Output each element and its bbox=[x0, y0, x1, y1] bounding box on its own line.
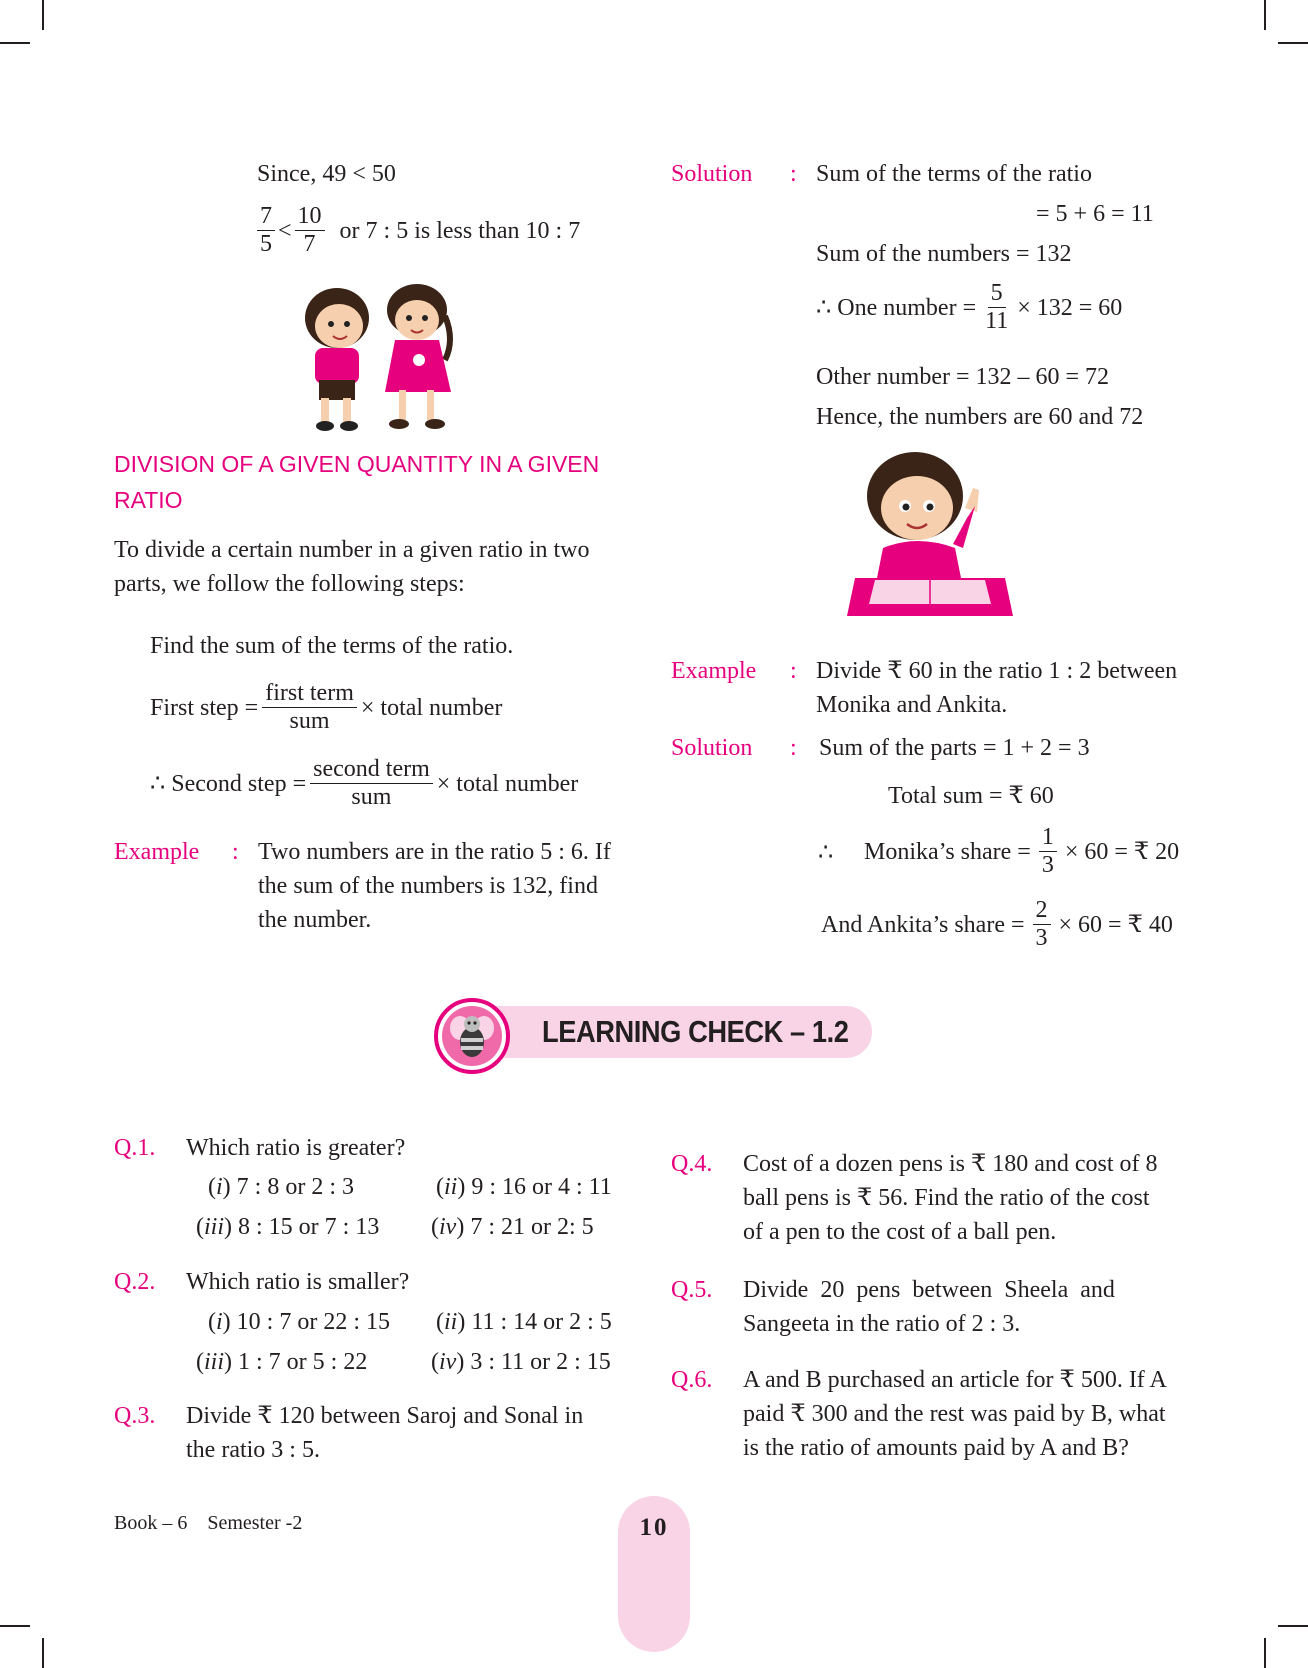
example-label: Example bbox=[114, 839, 200, 865]
since-line: Since, 49 < 50 bbox=[257, 161, 396, 187]
section-heading: DIVISION OF A GIVEN QUANTITY IN A GIVEN RATIO bbox=[114, 451, 600, 513]
option: (iv) 7 : 21 or 2: 5 bbox=[431, 1214, 594, 1240]
option: (iii) 1 : 7 or 5 : 22 bbox=[196, 1349, 368, 1375]
crop-mark bbox=[42, 1638, 44, 1668]
example-text: Two numbers are in the ratio 5 : 6. If the sum of the numbers is 132, find the number. bbox=[258, 839, 611, 933]
bee-icon bbox=[438, 1002, 506, 1070]
question-text: Which ratio is smaller? bbox=[186, 1269, 410, 1295]
banner-badge bbox=[434, 998, 510, 1074]
question-text: Which ratio is greater? bbox=[186, 1135, 406, 1161]
learning-check-title: LEARNING CHECK – 1.2 bbox=[542, 1014, 849, 1049]
fraction: $\frac{\text{second term}}{\text{sum}}$ bbox=[310, 756, 433, 811]
solution-line: = 5 + 6 = 11 bbox=[1036, 201, 1154, 227]
question-text: Cost of a dozen pens is ₹ 180 and cost of 8 ball pens is ₹ 56. Find the ratio of the cost of a pen to the cost of a ball pen. bbox=[743, 1151, 1158, 1245]
example-label: Example bbox=[671, 658, 757, 684]
ratio-comparison: $\frac{7}{5}$ < $\frac{10}{7}$ or 7 : 5 is less than 10 : 7 bbox=[257, 203, 580, 258]
crop-mark bbox=[1264, 1638, 1266, 1668]
solution-label: Solution bbox=[671, 735, 753, 761]
second-step: ∴ Second step = $\frac{\text{second term}}{\text{sum}}$ × total number bbox=[150, 756, 579, 810]
option: (iv) 3 : 11 or 2 : 15 bbox=[431, 1349, 611, 1375]
solution-colon: : bbox=[790, 161, 797, 187]
learning-check-banner bbox=[430, 1000, 875, 1080]
option: (i) 10 : 7 or 22 : 15 bbox=[208, 1309, 390, 1335]
option: (ii) 9 : 16 or 4 : 11 bbox=[436, 1174, 612, 1200]
example-colon: : bbox=[232, 839, 239, 865]
question-text: Divide ₹ 120 between Saroj and Sonal in the ratio 3 : 5. bbox=[186, 1403, 584, 1463]
solution-line: Sum of the parts = 1 + 2 = 3 bbox=[819, 735, 1090, 761]
crop-mark bbox=[0, 1625, 30, 1627]
option: (iii) 8 : 15 or 7 : 13 bbox=[196, 1214, 380, 1240]
question-number: Q.2. bbox=[114, 1269, 156, 1295]
option: (i) 7 : 8 or 2 : 3 bbox=[208, 1174, 354, 1200]
ankita-share-line: And Ankita’s share = $\frac{2}{3}$ × 60 = ₹ 40 bbox=[821, 897, 1173, 951]
fraction: $\frac{5}{11}$ bbox=[985, 280, 1009, 334]
question-number: Q.3. bbox=[114, 1403, 156, 1429]
solution-line: Other number = 132 – 60 = 72 bbox=[816, 364, 1110, 390]
one-number-line: ∴ One number = $\frac{5}{11}$ × 132 = 60 bbox=[816, 280, 1123, 334]
crop-mark bbox=[1278, 42, 1308, 44]
intro-paragraph: To divide a certain number in a given ratio in two parts, we follow the following steps: bbox=[114, 537, 590, 597]
monika-share-line: Monika’s share = $\frac{1}{3}$ × 60 = ₹ 20 bbox=[864, 824, 1180, 878]
question-number: Q.6. bbox=[671, 1367, 713, 1393]
solution-colon: : bbox=[790, 735, 797, 761]
question-number: Q.4. bbox=[671, 1151, 713, 1177]
solution-line: Sum of the terms of the ratio bbox=[816, 161, 1092, 187]
page-number: 10 bbox=[639, 1514, 669, 1541]
example-text: Divide ₹ 60 in the ratio 1 : 2 between Monika and Ankita. bbox=[816, 658, 1178, 718]
solution-line: Hence, the numbers are 60 and 72 bbox=[816, 404, 1144, 430]
question-number: Q.1. bbox=[114, 1135, 156, 1161]
fraction: $\frac{\text{first term}}{\text{sum}}$ bbox=[262, 680, 357, 735]
option: (ii) 11 : 14 or 2 : 5 bbox=[436, 1309, 612, 1335]
kids-illustration bbox=[295, 280, 470, 440]
fraction: $\frac{2}{3}$ bbox=[1033, 897, 1051, 952]
crop-mark bbox=[42, 0, 44, 30]
first-step: First step = $\frac{\text{first term}}{\text{sum}}$ × total number bbox=[150, 680, 503, 734]
boy-at-desk-illustration bbox=[845, 448, 1015, 618]
question-text: Divide 20 pens between Sheela and Sangeeta in the ratio of 2 : 3. bbox=[743, 1277, 1115, 1337]
crop-mark bbox=[1264, 0, 1266, 30]
step-sum: Find the sum of the terms of the ratio. bbox=[150, 633, 514, 659]
page-number-tab bbox=[618, 1496, 690, 1652]
therefore-symbol: ∴ bbox=[818, 840, 834, 866]
example-colon: : bbox=[790, 658, 797, 684]
fraction: $\frac{10}{7}$ bbox=[295, 203, 325, 258]
fraction: $\frac{1}{3}$ bbox=[1039, 824, 1057, 879]
solution-label: Solution bbox=[671, 161, 753, 187]
question-text: A and B purchased an article for ₹ 500. If A paid ₹ 300 and the rest was paid by B, what is the ratio of amounts paid by A and B? bbox=[743, 1367, 1167, 1461]
solution-line: Total sum = ₹ 60 bbox=[888, 783, 1054, 809]
question-number: Q.5. bbox=[671, 1277, 713, 1303]
crop-mark bbox=[0, 42, 30, 44]
fraction: $\frac{7}{5}$ bbox=[257, 203, 275, 258]
solution-line: Sum of the numbers = 132 bbox=[816, 241, 1072, 267]
crop-mark bbox=[1278, 1625, 1308, 1627]
footer-book-info: Book – 6 Semester -2 bbox=[114, 1512, 303, 1534]
